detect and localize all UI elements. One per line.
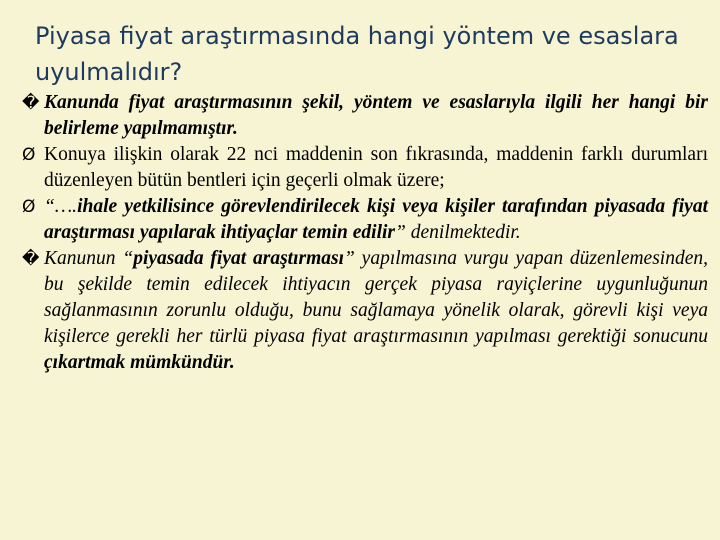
item-text-start: Kanunun “: [44, 248, 134, 269]
item-text-end: çıkartmak mümkündür.: [44, 352, 235, 373]
item-text: Konuya ilişkin olarak 22 nci maddenin son fıkrasında, maddenin farklı durumları düzenleyen bütün bentleri için geçerli olmak üzere;: [44, 144, 708, 191]
item-text-emphasis: piyasada fiyat araştırması: [133, 248, 345, 269]
item-text-middle: ” yapılmasına vurgu yapan düzenlemesinden, bu şekilde temin edilecek ihtiyacın gerçek piyasa rayiçlerine uygunluğunun sağlanmasının zorunlu olduğu, bunu sağlamaya yönelik olarak, görevli kişi veya kişilerce gerekli her türlü piyasa fiyat araştırmasının yapılması gerektiği sonucunu: [44, 248, 708, 347]
list-item: [22, 246, 708, 376]
slide-title: Piyasa fiyat araştırmasında hangi yöntem ve esaslara uyulmalıdır?: [35, 22, 679, 86]
arrow-bullet-icon: Ø: [22, 197, 36, 217]
list-item: [22, 194, 708, 246]
list-item: [22, 142, 708, 194]
item-text: Kanunda fiyat araştırmasının şekil, yöntem ve esaslarıyla ilgili her hangi bir belirleme yapılmamıştır.: [44, 92, 708, 139]
quote-open: “….: [44, 196, 78, 217]
list-item: [22, 90, 708, 142]
bullet-icon: �: [22, 93, 40, 113]
quote-text: ihale yetkilisince görevlendirilecek kişi veya kişiler tarafından piyasada fiyat araştırması yapılarak ihtiyaçlar temin edilir: [44, 196, 708, 243]
slide-body: [22, 90, 708, 376]
bullet-icon: �: [22, 249, 40, 269]
arrow-bullet-icon: Ø: [22, 145, 36, 165]
quote-close: ” denilmektedir.: [395, 222, 521, 243]
